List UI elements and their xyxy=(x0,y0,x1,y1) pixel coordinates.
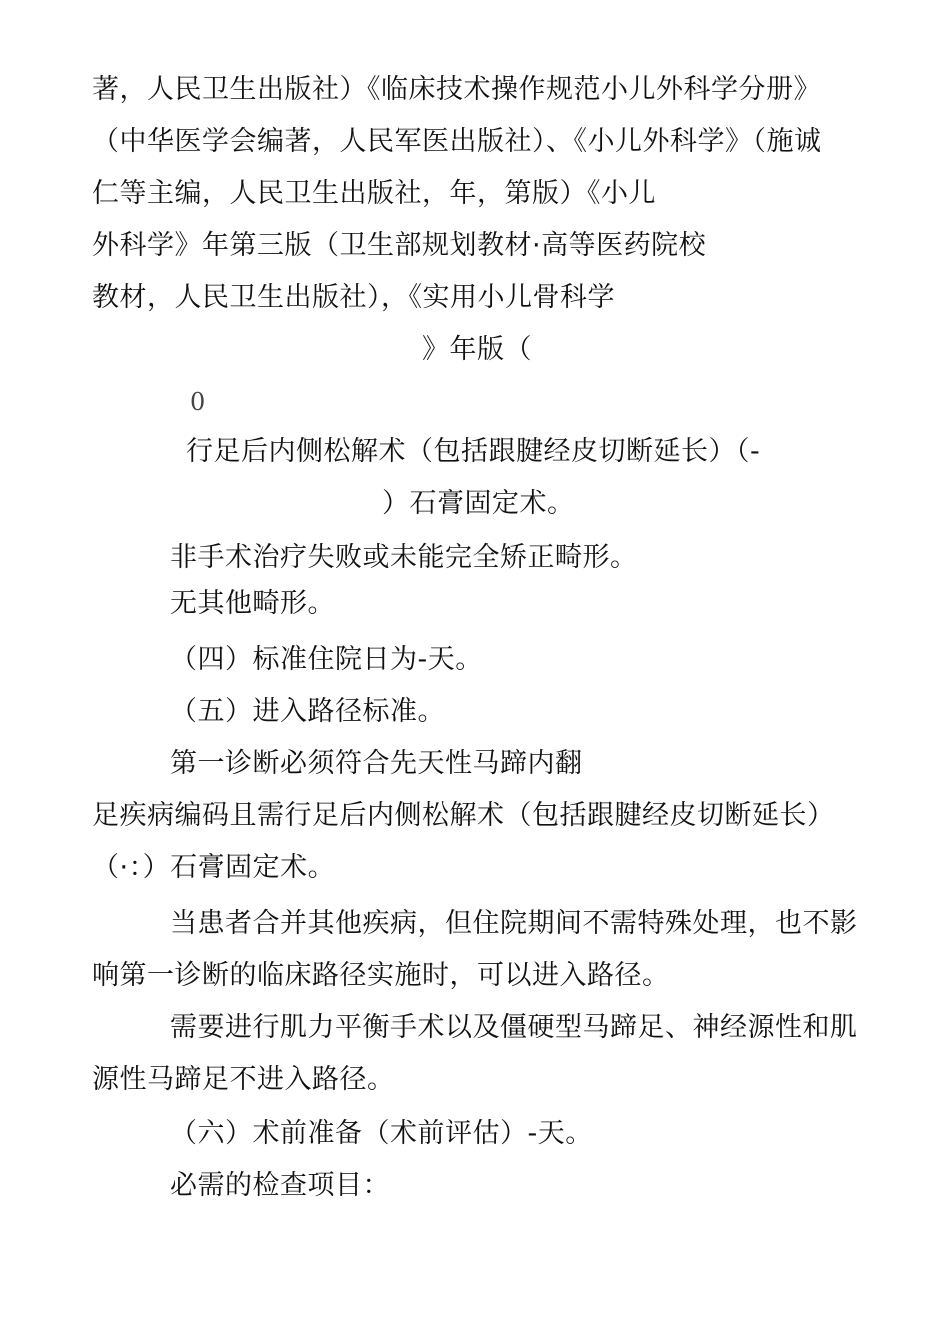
text-line-10: 非手术治疗失败或未能完全矫正畸形。 xyxy=(170,542,638,573)
text-line-11: 无其他畸形。 xyxy=(170,588,335,619)
text-line-19: 需要进行肌力平衡手术以及僵硬型马蹄足、神经源性和肌 xyxy=(170,1012,858,1043)
text-line-22: 必需的检查项目： xyxy=(170,1170,390,1201)
text-line-6: 》年版（ xyxy=(422,334,532,365)
text-line-18: 响第一诊断的临床路径实施时，可以进入路径。 xyxy=(92,960,670,991)
text-line-8: 行足后内侧松解术（包括跟腱经皮切断延长）（- xyxy=(186,436,761,467)
text-line-5: 教材，人民卫生出版社），《实用小儿骨科学 xyxy=(92,282,615,313)
text-line-13: （五）进入路径标准。 xyxy=(170,696,445,727)
text-line-4: 外科学》年第三版（卫生部规划教材·高等医药院校 xyxy=(92,230,707,261)
text-line-15: 足疾病编码且需行足后内侧松解术（包括跟腱经皮切断延长） xyxy=(92,800,835,831)
text-line-12: （四）标准住院日为-天。 xyxy=(170,644,483,675)
text-line-14: 第一诊断必须符合先天性马蹄内翻 xyxy=(170,748,583,779)
text-line-3: 仁等主编，人民卫生出版社，年，第版）《小儿 xyxy=(92,178,656,209)
text-line-7: 0 xyxy=(190,388,206,416)
text-line-16: （·：）石膏固定术。 xyxy=(92,852,336,883)
text-line-17: 当患者合并其他疾病，但住院期间不需特殊处理，也不影 xyxy=(170,908,858,939)
text-line-9: ）石膏固定术。 xyxy=(382,488,575,519)
text-line-2: （中华医学会编著，人民军医出版社）、《小儿外科学》（施诚 xyxy=(92,126,822,157)
text-line-21: （六）术前准备（术前评估）-天。 xyxy=(170,1118,593,1149)
text-line-1: 著，人民卫生出版社）《临床技术操作规范小儿外科学分册》 xyxy=(92,74,821,105)
text-line-20: 源性马蹄足不进入路径。 xyxy=(92,1064,395,1095)
